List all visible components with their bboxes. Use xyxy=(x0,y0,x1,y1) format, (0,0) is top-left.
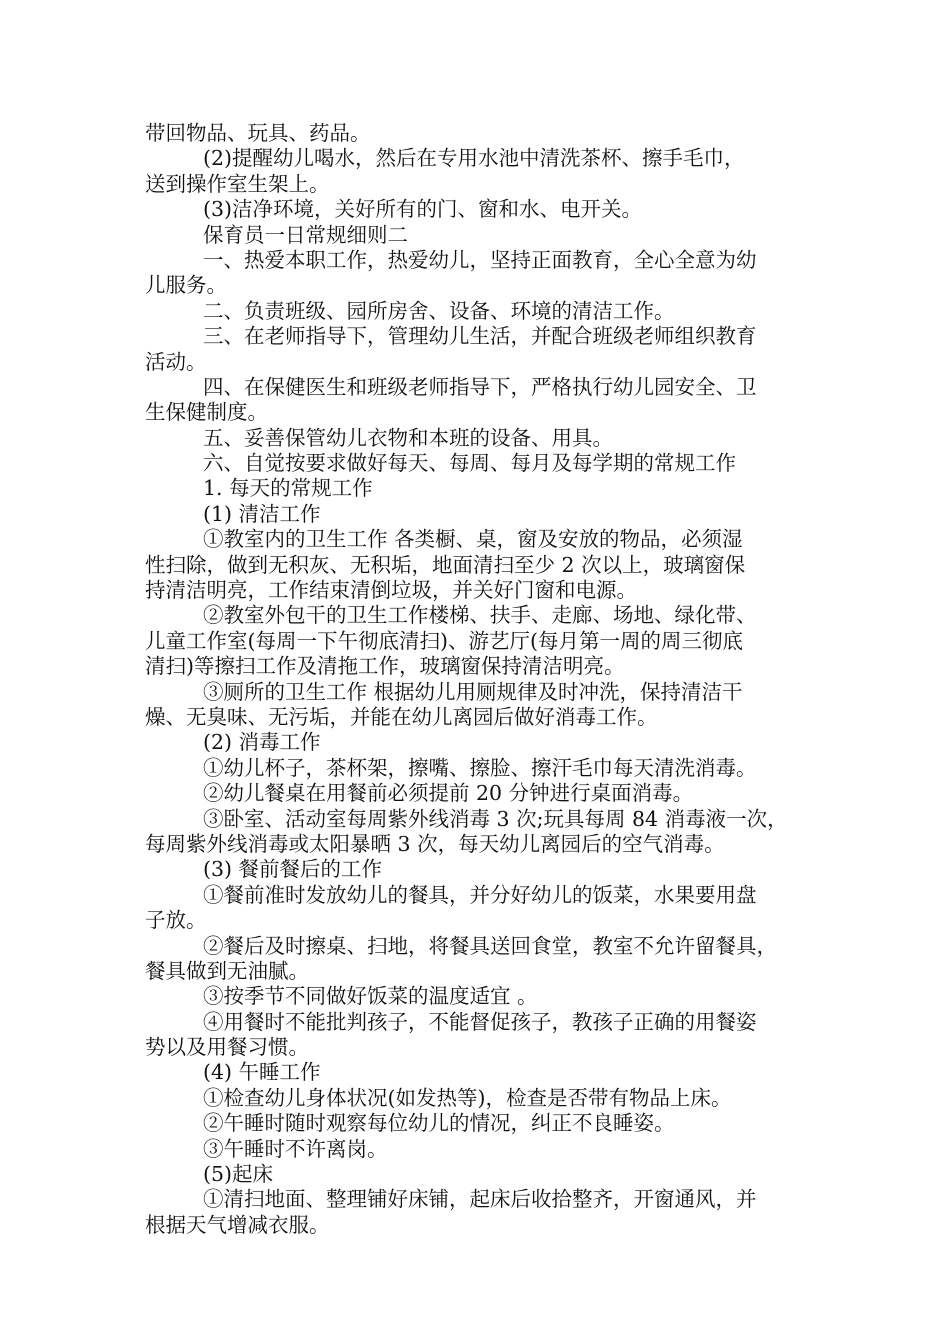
document-line: ③厕所的卫生工作 根据幼儿用厕规律及时冲洗，保持清洁干 xyxy=(203,679,743,704)
document-line: 燥、无臭味、无污垢，并能在幼儿离园后做好消毒工作。 xyxy=(145,704,658,729)
document-line: 四、在保健医生和班级老师指导下，严格执行幼儿园安全、卫 xyxy=(203,374,757,399)
document-line: ④用餐时不能批判孩子，不能督促孩子，教孩子正确的用餐姿 xyxy=(203,1009,757,1034)
document-line: ①检查幼儿身体状况(如发热等)，检查是否带有物品上床。 xyxy=(203,1085,732,1110)
document-line: (2)提醒幼儿喝水，然后在专用水池中清洗茶杯、擦手毛巾， xyxy=(203,146,745,171)
document-line: 清扫)等擦扫工作及清拖工作，玻璃窗保持清洁明亮。 xyxy=(145,654,625,679)
document-line: ①幼儿杯子，茶杯架，擦嘴、擦脸、擦汗毛巾每天清洗消毒。 xyxy=(203,755,757,780)
document-line: ②幼儿餐桌在用餐前必须提前 20 分钟进行桌面消毒。 xyxy=(203,781,694,806)
document-page xyxy=(145,121,815,1238)
document-line: (5)起床 xyxy=(203,1162,274,1187)
document-line: ①餐前准时发放幼儿的餐具，并分好幼儿的饭菜，水果要用盘 xyxy=(203,882,757,907)
document-line: 势以及用餐习惯。 xyxy=(145,1035,309,1060)
document-line: 儿服务。 xyxy=(145,273,227,298)
document-line: (4) 午睡工作 xyxy=(203,1060,321,1085)
document-line: 送到操作室生架上。 xyxy=(145,171,330,196)
document-line: ②餐后及时擦桌、扫地，将餐具送回食堂，教室不允许留餐具， xyxy=(203,933,777,958)
document-line: (3)洁净环境，关好所有的门、窗和水、电开关。 xyxy=(203,197,643,222)
document-line: ③按季节不同做好饭菜的温度适宜 。 xyxy=(203,984,538,1009)
document-line: 持清洁明亮，工作结束清倒垃圾，并关好门窗和电源。 xyxy=(145,578,637,603)
document-line: 二、负责班级、园所房舍、设备、环境的清洁工作。 xyxy=(203,298,675,323)
document-line: (1) 清洁工作 xyxy=(203,501,321,526)
document-line: 一、热爱本职工作，热爱幼儿，坚持正面教育，全心全意为幼 xyxy=(203,247,757,272)
document-line: ③卧室、活动室每周紫外线消毒 3 次;玩具每周 84 消毒液一次， xyxy=(203,806,788,831)
document-line: 五、妥善保管幼儿衣物和本班的设备、用具。 xyxy=(203,425,613,450)
document-line: 六、自觉按要求做好每天、每周、每月及每学期的常规工作 xyxy=(203,451,736,476)
document-line: 活动。 xyxy=(145,349,207,374)
document-line: ①教室内的卫生工作 各类橱、桌，窗及安放的物品，必须湿 xyxy=(203,527,743,552)
document-line: (3) 餐前餐后的工作 xyxy=(203,857,383,882)
document-line: 保育员一日常规细则二 xyxy=(203,222,408,247)
document-line: 生保健制度。 xyxy=(145,400,268,425)
document-line: ①清扫地面、整理铺好床铺，起床后收拾整齐，开窗通风，并 xyxy=(203,1187,757,1212)
document-line: 每周紫外线消毒或太阳暴晒 3 次，每天幼儿离园后的空气消毒。 xyxy=(145,831,725,856)
document-line: 餐具做到无油腻。 xyxy=(145,958,309,983)
document-line: 性扫除，做到无积灰、无积垢，地面清扫至少 2 次以上，玻璃窗保 xyxy=(145,552,746,577)
document-line: ③午睡时不许离岗。 xyxy=(203,1136,388,1161)
document-line: (2) 消毒工作 xyxy=(203,730,321,755)
document-line: 根据天气增减衣服。 xyxy=(145,1212,330,1237)
document-line: 带回物品、玩具、药品。 xyxy=(145,121,371,145)
document-line: 1. 每天的常规工作 xyxy=(203,476,373,501)
document-line: 儿童工作室(每周一下午彻底清扫)、游艺厅(每月第一周的周三彻底 xyxy=(145,628,743,653)
document-line: 子放。 xyxy=(145,908,207,933)
document-line: ②午睡时随时观察每位幼儿的情况，纠正不良睡姿。 xyxy=(203,1111,675,1136)
document-line: ②教室外包干的卫生工作楼梯、扶手、走廊、场地、绿化带、 xyxy=(203,603,757,628)
document-line: 三、在老师指导下，管理幼儿生活，并配合班级老师组织教育 xyxy=(203,324,757,349)
